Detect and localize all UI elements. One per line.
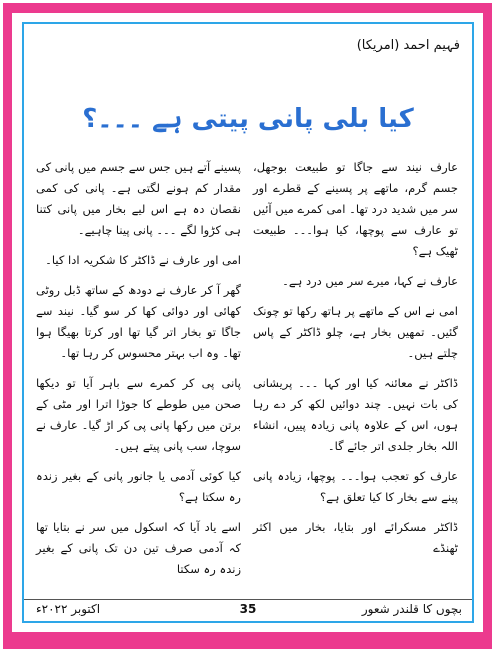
page-footer — [24, 599, 472, 621]
article-title: کیا بلی پانی پیتی ہے ۔۔۔؟ — [82, 104, 414, 134]
paragraph: اسے یاد آیا کہ اسکول میں سر نے بتایا تھا کہ آدمی صرف تین دن تک پانی کے بغیر زندہ رہ سکتا — [36, 520, 241, 576]
paragraph: کیا کوئی آدمی یا جانور پانی کے بغیر زندہ رہ سکتا ہے؟ — [36, 469, 241, 504]
paragraph: امی اور عارف نے ڈاکٹر کا شکریہ ادا کیا۔ — [45, 253, 241, 267]
footer-divider — [24, 599, 472, 600]
article-page — [22, 22, 474, 623]
paragraph: پانی پی کر کمرے سے باہر آیا تو دیکھا صحن میں طوطے کا جوڑا اترا اور مٹی کے برتن میں رکھا پانی پی کر اڑ گیا۔ عارف نے سوچا، سب پانی پیتے ہیں۔ — [36, 376, 241, 453]
paragraph: عارف کو تعجب ہوا۔۔۔ پوچھا، زیادہ پانی پینے سے بخار کا کیا تعلق ہے؟ — [253, 469, 458, 504]
author-byline: فہیم احمد (امریکا) — [356, 38, 460, 53]
paragraph: پسینے آتے ہیں جس سے جسم میں پانی کی مقدار کم ہونے لگتی ہے۔ پانی کی کمی نقصان دہ ہے اس لیے بخار میں پانی کتنا ہی کڑوا لگے ۔۔۔ پانی پینا چاہیے۔ — [36, 160, 241, 237]
paragraph: عارف نیند سے جاگا تو طبیعت بوجھل، جسم گرم، ماتھے پر پسینے کے قطرے اور سر میں شدید درد تھا۔ امی کمرے میں آئیں تو عارف سے پوچھا، کیا ہوا۔۔۔ طبیعت ٹھیک ہے؟ — [253, 160, 458, 258]
magazine-name: بچوں کا قلندر شعور — [361, 602, 462, 616]
paragraph: گھر آ کر عارف نے دودھ کے ساتھ ڈبل روٹی کھائی اور دوائی کھا کر سو گیا۔ نیند سے جاگا تو بخار اتر گیا تھا اور کرتا بھیگا ہوا تھا۔ وہ اب بہتر محسوس کر رہا تھا۔ — [36, 283, 241, 360]
paragraph: عارف نے کہا، میرے سر میں درد ہے۔ — [282, 274, 458, 288]
paragraph: ڈاکٹر مسکرائے اور بتایا، بخار میں اکثر ٹھنڈے — [253, 520, 458, 555]
paragraph: ڈاکٹر نے معائنہ کیا اور کہا ۔۔۔ پریشانی کی بات نہیں۔ چند دوائیں لکھ کر دے رہا ہوں، اس کے علاوہ پانی زیادہ پییں، انشاء اللہ بخار جلدی اتر جائے گا۔ — [253, 376, 458, 453]
text-column-left — [36, 157, 241, 589]
text-column-right — [253, 157, 458, 568]
paragraph: امی نے اس کے ماتھے پر ہاتھ رکھا تو چونک گئیں۔ تمھیں بخار ہے، چلو ڈاکٹر کے پاس چلتے ہیں۔ — [253, 304, 458, 360]
page-number: 35 — [239, 602, 257, 616]
issue-date: اکتوبر ۲۰۲۲ء — [36, 602, 101, 616]
